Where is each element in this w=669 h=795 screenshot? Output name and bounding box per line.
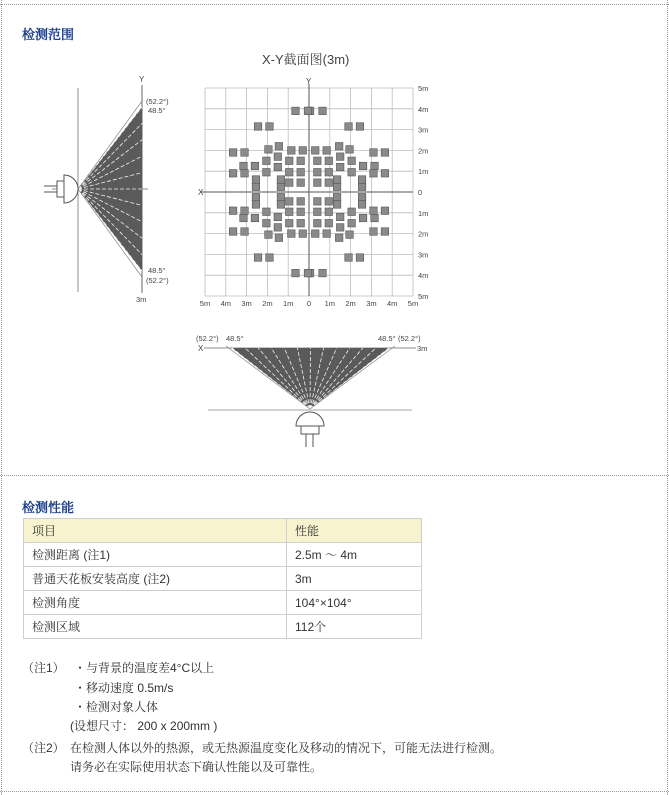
note2-line: 请务必在实际使用状态下确认性能以及可靠性。	[70, 760, 323, 774]
table-cell-item: 检测区域	[24, 615, 287, 639]
front-view-diagram	[196, 334, 427, 447]
table-row	[24, 591, 422, 615]
xy-section-diagram	[198, 52, 428, 308]
note1-line: ・与背景的温度差4°C以上	[74, 661, 215, 675]
xy-tick-x-label: 1m	[324, 299, 336, 308]
xy-tick-y-label: 1m	[418, 167, 429, 177]
xy-tick-x-label: 2m	[262, 299, 273, 308]
xy-tick-y-label: 3m	[418, 125, 429, 135]
front-angle-outer-left: (52.2°)	[196, 334, 219, 343]
xy-tick-y-label: 4m	[418, 104, 429, 114]
xy-tick-y-label: 0	[418, 188, 423, 197]
table-cell-item: 检测角度	[24, 591, 287, 615]
xy-tick-y-label: 5m	[418, 84, 429, 93]
table-cell-value: 104°×104°	[287, 591, 422, 615]
side-distance-label: 3m	[136, 295, 147, 304]
xy-tick-x-label: 1m	[282, 299, 294, 308]
xy-ticks-x	[200, 299, 418, 308]
xy-tick-x-label: 3m	[241, 299, 252, 308]
front-distance-label: 3m	[417, 344, 428, 353]
table-header-row	[24, 519, 422, 543]
xy-tick-y-label: 5m	[418, 292, 429, 301]
xy-tick-x-label: 3m	[366, 299, 377, 308]
note2-label: （注2）	[22, 741, 65, 755]
front-axis-x-label: X	[198, 344, 204, 353]
xy-tick-y-label: 4m	[418, 271, 429, 281]
xy-tick-x-label: 4m	[386, 299, 398, 308]
side-axis-y-label: Y	[139, 75, 145, 84]
section-divider	[0, 475, 669, 476]
xy-ticks-y	[418, 84, 428, 301]
front-sensor-icon	[296, 412, 324, 447]
section-title-range: 检测范围	[22, 27, 75, 42]
performance-table	[23, 518, 422, 639]
xy-tick-x-label: 0	[306, 299, 312, 308]
xy-axis-y-label: Y	[306, 77, 312, 86]
side-view-diagram	[44, 75, 169, 304]
bottom-border	[0, 791, 669, 792]
note1-line: ・移动速度 0.5m/s	[74, 681, 174, 695]
xy-tick-x-label: 4m	[220, 299, 232, 308]
side-angle-outer-bottom: (52.2°)	[146, 276, 169, 285]
xy-title: X-Y截面图(3m)	[262, 52, 350, 67]
table-cell-value: 112个	[287, 615, 422, 639]
side-angle-inner-bottom: 48.5°	[148, 266, 166, 275]
xy-tick-y-label: 3m	[418, 250, 429, 260]
table-header-value: 性能	[287, 519, 422, 543]
xy-tick-y-label: 2m	[418, 146, 429, 156]
table-row	[24, 543, 422, 567]
table-row	[24, 567, 422, 591]
table-cell-item: 普通天花板安装高度 (注2)	[24, 567, 287, 591]
front-angle-outer-right: (52.2°)	[398, 334, 421, 343]
table-cell-value: 2.5m ～ 4m	[287, 543, 422, 567]
section-title-performance: 检测性能	[22, 500, 75, 515]
note1-size: (设想尺寸： 200 x 200mm )	[70, 719, 218, 733]
front-angle-inner-right: 48.5°	[378, 334, 396, 343]
xy-tick-x-label: 5m	[199, 299, 211, 308]
note1-line: ・检测对象人体	[74, 700, 159, 714]
table-cell-value: 3m	[287, 567, 422, 591]
side-sensor-icon	[44, 175, 78, 203]
note1-label: （注1）	[22, 661, 65, 675]
xy-tick-y-label: 1m	[418, 208, 429, 218]
front-angle-inner-left: 48.5°	[226, 334, 244, 343]
xy-axis-x-label: X	[198, 188, 204, 197]
table-cell-item: 检测距离 (注1)	[24, 543, 287, 567]
side-angle-outer-top: (52.2°)	[146, 97, 169, 106]
xy-tick-y-label: 2m	[418, 229, 429, 239]
xy-tick-x-label: 2m	[345, 299, 356, 308]
xy-grid	[201, 84, 413, 296]
side-angle-inner-top: 48.5°	[148, 106, 166, 115]
table-row	[24, 615, 422, 639]
table-header-item: 项目	[24, 519, 287, 543]
note2-line: 在检测人体以外的热源，或无热源温度变化及移动的情况下，可能无法进行检测。	[70, 741, 503, 755]
xy-tick-x-label: 5m	[407, 299, 419, 308]
